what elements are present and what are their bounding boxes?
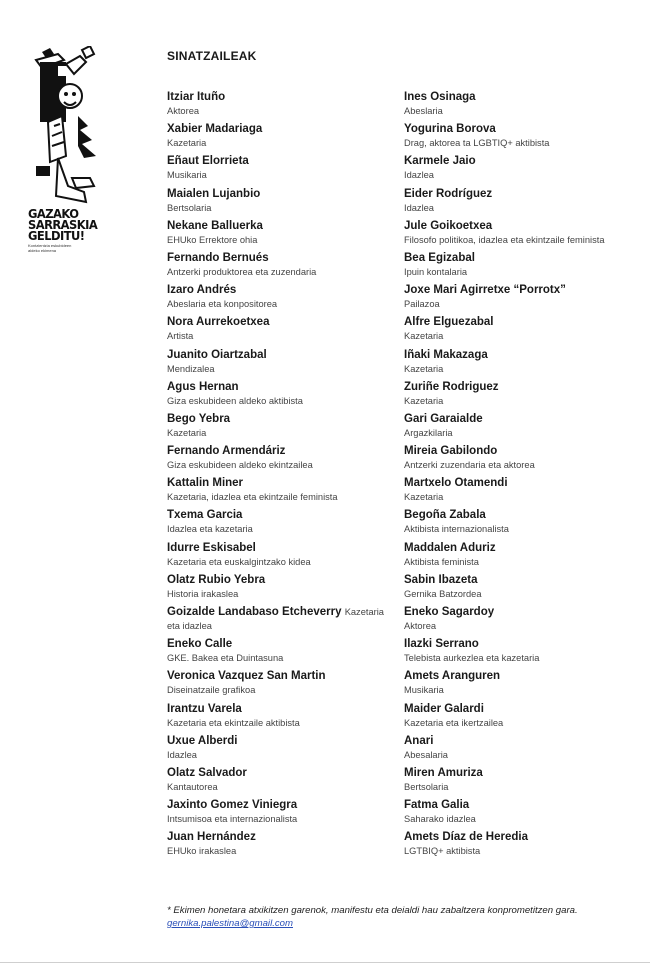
- signatory-role: Saharako idazlea: [404, 814, 476, 825]
- signatory-role: Kazetaria: [344, 607, 384, 617]
- signatory-entry: [167, 315, 397, 347]
- signatory-role: Musikaria: [404, 685, 444, 696]
- logo-wordmark: [28, 208, 104, 253]
- signatory-name: Jaxinto Gomez Viniegra: [167, 799, 298, 812]
- signatory-role: Kazetaria eta ekintzaile aktibista: [167, 717, 300, 728]
- signatory-name: Begoña Zabala: [404, 509, 486, 522]
- signatory-role: Filosofo politikoa, idazlea eta ekintzaile feminista: [404, 234, 605, 245]
- signatory-entry: [167, 444, 397, 476]
- signatory-entry: [404, 122, 644, 154]
- signatory-entry: [404, 541, 644, 573]
- signatory-entry: [167, 251, 397, 283]
- signatory-entry: [404, 766, 644, 798]
- signatory-role: Kazetaria: [167, 138, 207, 149]
- signatory-role: Intsumisoa eta internazionalista: [167, 814, 298, 825]
- signatory-role: Historia irakaslea: [167, 588, 239, 599]
- signatory-role: GKE. Bakea eta Duintasuna: [167, 653, 284, 664]
- signatory-entry: [167, 508, 397, 540]
- signatory-role: Kazetaria eta ikertzailea: [404, 717, 504, 728]
- signatory-entry: [167, 476, 397, 508]
- signatory-entry: [167, 702, 397, 734]
- signatory-name: Amets Aranguren: [404, 670, 501, 683]
- signatory-role: Giza eskubideen aldeko ekintzailea: [167, 460, 313, 471]
- contact-email-link[interactable]: gernika.palestina@gmail.com: [167, 918, 293, 929]
- signatory-entry: [404, 412, 644, 444]
- signatory-name-text: Goizalde Landabaso Etcheverry: [167, 606, 342, 618]
- signatory-role: LGTBIQ+ aktibista: [404, 846, 481, 857]
- signatory-name: Maddalen Aduriz: [404, 541, 496, 554]
- signatory-role: Kazetaria: [404, 395, 444, 406]
- signatory-name: Nekane Balluerka: [167, 219, 263, 232]
- logo-title-line-3: GELDITU!: [28, 228, 85, 243]
- signatory-entry: [404, 283, 644, 315]
- page-bottom-divider: [0, 962, 650, 963]
- logo-title-line-1: GAZAKO: [28, 206, 79, 221]
- signatories-right-column: [404, 90, 644, 863]
- signatory-name: Izaro Andrés: [167, 284, 237, 297]
- signatory-name: Bego Yebra: [167, 412, 231, 425]
- signatory-name: Olatz Salvador: [167, 766, 247, 779]
- footnote-text: * Ekimen honetara atxikitzen garenok, manifestu eta deialdi hau zabaltzera konprometitzen gara.: [167, 905, 578, 916]
- signatory-name: Veronica Vazquez San Martin: [167, 670, 326, 683]
- signatory-name: Eneko Calle: [167, 638, 233, 651]
- signatory-entry: [404, 187, 644, 219]
- footnote: [167, 904, 617, 930]
- signatory-role: Aktorea: [404, 621, 437, 631]
- signatory-name: Juan Hernández: [167, 831, 256, 844]
- signatory-role: Bertsolaria: [167, 202, 212, 213]
- signatory-name: Maider Galardi: [404, 702, 484, 715]
- signatory-role: Antzerki zuzendaria eta aktorea: [404, 460, 535, 471]
- signatory-entry: [404, 573, 644, 605]
- signatory-name: Nora Aurrekoetxea: [167, 316, 270, 329]
- signatory-entry: [167, 605, 397, 637]
- signatory-name: Miren Amuriza: [404, 766, 483, 779]
- signatory-entry: [167, 122, 397, 154]
- signatory-entry: [404, 219, 644, 251]
- signatory-name: Xabier Madariaga: [167, 123, 263, 136]
- signatory-role: Idazlea: [167, 749, 197, 760]
- signatory-role: EHUko Errektore ohia: [167, 234, 258, 245]
- signatory-name: Uxue Alberdi: [167, 734, 238, 747]
- signatory-entry: [167, 283, 397, 315]
- signatory-role: Pailazoa: [404, 299, 440, 310]
- signatory-entry: [167, 348, 397, 380]
- logo-title-line-2: SARRASKIA: [28, 217, 98, 232]
- signatory-name: Eneko Sagardoy: [404, 606, 495, 618]
- hand-figure-illustration: [28, 46, 104, 206]
- signatory-entry: [404, 315, 644, 347]
- signatory-name: Yogurina Borova: [404, 123, 496, 136]
- signatory-name: Kattalin Miner: [167, 477, 244, 490]
- signatory-role: Kantautorea: [167, 781, 218, 792]
- signatory-name: Alfre Elguezabal: [404, 316, 494, 329]
- signatory-name: Gari Garaialde: [404, 412, 483, 425]
- signatories-left-column: [167, 90, 397, 863]
- signatory-name: Joxe Mari Agirretxe “Porrotx”: [404, 284, 566, 297]
- signatory-entry: [167, 669, 397, 701]
- signatory-name: Txema Garcia: [167, 509, 243, 522]
- signatory-entry: [404, 154, 644, 186]
- signatory-entry: [404, 380, 644, 412]
- signatory-entry: [404, 637, 644, 669]
- signatory-name: Iñaki Makazaga: [404, 348, 488, 361]
- signatory-role: Diseinatzaile grafikoa: [167, 685, 256, 696]
- signatory-role: Kazetaria: [404, 331, 444, 342]
- signatory-name: Idurre Eskisabel: [167, 541, 256, 554]
- signatory-role: Kazetaria: [404, 492, 444, 503]
- signatory-role: Ipuin kontalaria: [404, 266, 468, 277]
- signatory-entry: [404, 702, 644, 734]
- signatory-name: Martxelo Otamendi: [404, 477, 508, 490]
- signatory-entry: [404, 830, 644, 862]
- signatory-entry: [167, 154, 397, 186]
- signatory-entry: [167, 798, 397, 830]
- signatory-entry: [167, 90, 397, 122]
- signatory-entry: [404, 669, 644, 701]
- signatory-name: Juanito Oiartzabal: [167, 348, 267, 361]
- signatory-name: Eider Rodríguez: [404, 187, 493, 200]
- page-title: SINATZAILEAK: [167, 49, 257, 63]
- signatory-name: [167, 605, 397, 619]
- signatory-role: Telebista aurkezlea eta kazetaria: [404, 653, 540, 664]
- signatory-entry: [404, 251, 644, 283]
- signatory-name: Agus Hernan: [167, 380, 239, 393]
- signatory-entry: [404, 605, 644, 637]
- signatory-entry: [167, 637, 397, 669]
- signatory-role: Kazetaria: [167, 427, 207, 438]
- signatory-role: Argazkilaria: [404, 427, 453, 438]
- signatory-entry: [167, 541, 397, 573]
- signatory-role: EHUko irakaslea: [167, 846, 237, 857]
- signatory-entry: [167, 412, 397, 444]
- signatory-role: Kazetaria eta euskalgintzako kidea: [167, 556, 311, 567]
- signatory-entry: [404, 508, 644, 540]
- signatory-name: Itziar Ituño: [167, 91, 226, 103]
- signatory-name: Jule Goikoetxea: [404, 219, 493, 232]
- signatory-role: Idazlea: [404, 202, 434, 213]
- signatory-role: Abeslaria: [404, 106, 443, 116]
- signatory-role: Mendizalea: [167, 363, 215, 374]
- signatory-entry: [404, 90, 644, 122]
- signatory-role: Aktibista feminista: [404, 556, 479, 567]
- signatory-entry: [167, 219, 397, 251]
- signatory-entry: [167, 573, 397, 605]
- signatory-entry: [404, 734, 644, 766]
- signatory-role: Idazlea: [404, 170, 434, 181]
- signatory-role: Artista: [167, 331, 194, 342]
- signatory-entry: [167, 734, 397, 766]
- signatory-name: Olatz Rubio Yebra: [167, 573, 266, 586]
- logo-subtitle: Kontzientzia eskubideen aldeko ekimena: [28, 243, 72, 253]
- signatory-entry: [167, 830, 397, 862]
- signatory-name: Anari: [404, 734, 434, 747]
- signatory-entry: [167, 187, 397, 219]
- signatory-name: Bea Egizabal: [404, 251, 475, 264]
- signatory-role: Musikaria: [167, 170, 207, 181]
- signatory-role: Kazetaria: [404, 363, 444, 374]
- signatory-entry: [167, 766, 397, 798]
- signatory-name: Amets Díaz de Heredia: [404, 831, 528, 844]
- signatory-name: Mireia Gabilondo: [404, 445, 498, 458]
- signatory-name: Eñaut Elorrieta: [167, 155, 249, 168]
- signatory-name: Maialen Lujanbio: [167, 187, 261, 200]
- signatory-name: Karmele Jaio: [404, 155, 476, 168]
- signatory-name: Fernando Armendáriz: [167, 445, 286, 458]
- signatory-role: Abeslaria eta konpositorea: [167, 299, 278, 310]
- signatory-role: Drag, aktorea ta LGBTIQ+ aktibista: [404, 138, 550, 149]
- signatory-name: Sabin Ibazeta: [404, 573, 478, 586]
- signatory-entry: [404, 348, 644, 380]
- signatory-entry: [404, 476, 644, 508]
- signatory-entry: [404, 444, 644, 476]
- signatory-role: Bertsolaria: [404, 781, 449, 792]
- signatory-name: Ilazki Serrano: [404, 638, 479, 651]
- signatory-role-continued: eta idazlea: [167, 621, 212, 631]
- signatory-name: Fernando Bernués: [167, 251, 269, 264]
- signatory-name: Irantzu Varela: [167, 702, 242, 715]
- signatory-role: Antzerki produktorea eta zuzendaria: [167, 266, 317, 277]
- signatory-role: Abesalaria: [404, 749, 448, 760]
- signatory-role: Aktorea: [167, 106, 200, 116]
- signatory-name: Ines Osinaga: [404, 91, 476, 103]
- signatory-role: Idazlea eta kazetaria: [167, 524, 253, 535]
- signatory-entry: [404, 798, 644, 830]
- signatory-name: Zuriñe Rodriguez: [404, 380, 499, 393]
- signatory-entry: [167, 380, 397, 412]
- signatory-role: Giza eskubideen aldeko aktibista: [167, 395, 303, 406]
- signatory-role: Gernika Batzordea: [404, 588, 482, 599]
- signatory-role: Aktibista internazionalista: [404, 524, 509, 535]
- signatory-role: Kazetaria, idazlea eta ekintzaile feminista: [167, 492, 338, 503]
- signatory-name: Fatma Galia: [404, 799, 470, 812]
